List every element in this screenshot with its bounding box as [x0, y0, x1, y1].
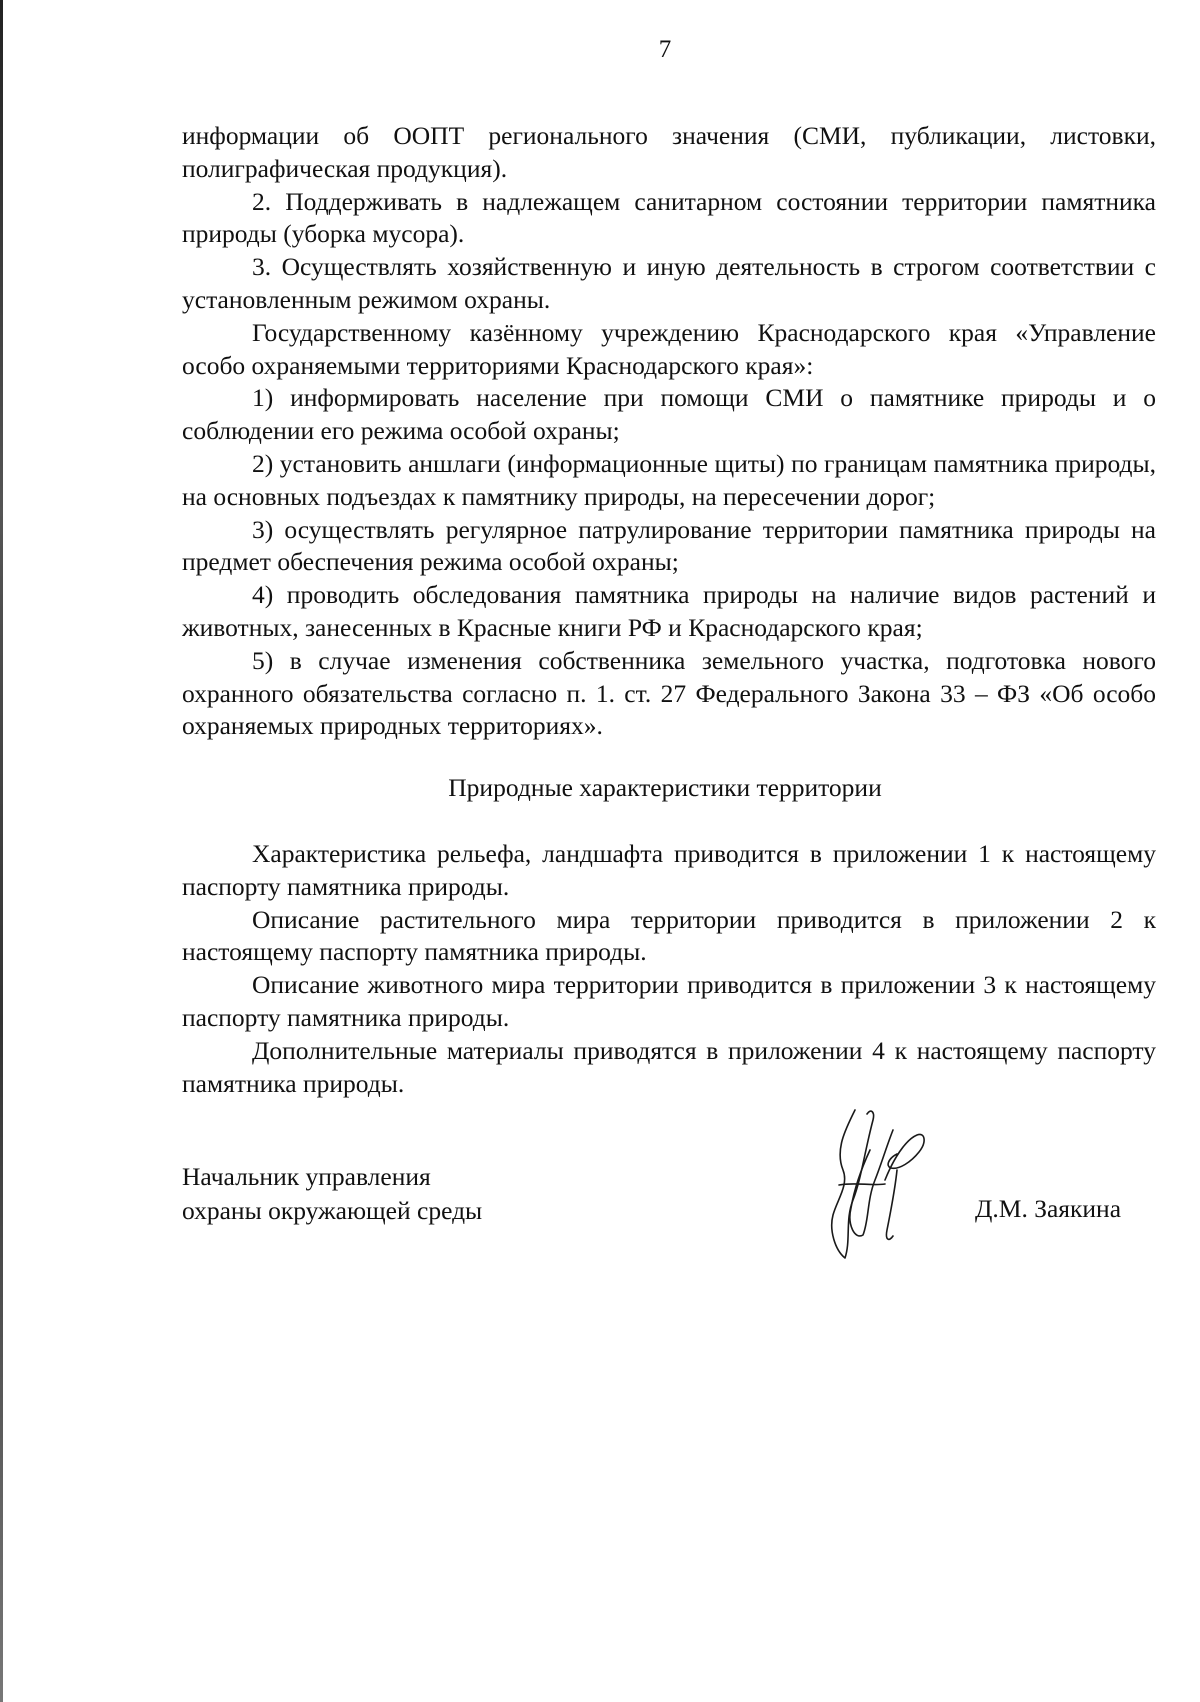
paragraph: 1) информировать население при помощи СМИ о памятнике природы и о соблюдении его режима особой охраны;: [182, 383, 1156, 446]
section-paragraph: Дополнительные материалы приводятся в приложении 4 к настоящему паспорту памятника природы.: [182, 1035, 1156, 1098]
paragraph: 3) осуществлять регулярное патрулирование территории памятника природы на предмет обеспечения режима особой охраны;: [182, 514, 1156, 577]
signer-title-line: Начальник управления: [182, 1162, 431, 1191]
paragraph: 2. Поддерживать в надлежащем санитарном состоянии территории памятника природы (уборка мусора).: [182, 186, 1156, 249]
signer-title-line: охраны окружающей среды: [182, 1196, 483, 1225]
paragraph: 5) в случае изменения собственника земельного участка, подготовка нового охранного обязательства согласно п. 1. ст. 27 Федерального Закона 33 – ФЗ «Об особо охраняемых природных территориях».: [182, 645, 1156, 741]
signer-name: Д.М. Заякина: [975, 1194, 1122, 1223]
section-body: [182, 838, 1156, 1100]
section-paragraph: Описание растительного мира территории приводится в приложении 2 к настоящему паспорту памятника природы.: [182, 904, 1156, 967]
section-paragraph: Описание животного мира территории приводится в приложении 3 к настоящему паспорту памятника природы.: [182, 970, 1156, 1032]
paragraph: информации об ООПТ регионального значения (СМИ, публикации, листовки, полиграфическая продукция).: [182, 121, 1156, 183]
page-number: 7: [658, 36, 672, 63]
section-paragraph: Характеристика рельефа, ландшафта приводится в приложении 1 к настоящему паспорту памятника природы.: [182, 839, 1156, 901]
paragraph: Государственному казённому учреждению Краснодарского края «Управление особо охраняемыми территориями Краснодарского края»:: [182, 317, 1156, 380]
paragraph: 3. Осуществлять хозяйственную и иную деятельность в строгом соответствии с установленным режимом охраны.: [182, 252, 1156, 314]
body-text: [182, 120, 1156, 743]
paragraph: 2) установить аншлаги (информационные щиты) по границам памятника природы, на основных подъездах к памятнику природы, на пересечении дорог;: [182, 448, 1156, 511]
handwritten-signature: [815, 1090, 945, 1270]
section-title: Природные характеристики территории: [448, 773, 882, 802]
scan-edge: [0, 0, 3, 1702]
paragraph: 4) проводить обследования памятника природы на наличие видов растений и животных, занесенных в Красные книги РФ и Краснодарского края;: [182, 580, 1156, 642]
signer-title: [182, 1160, 482, 1228]
